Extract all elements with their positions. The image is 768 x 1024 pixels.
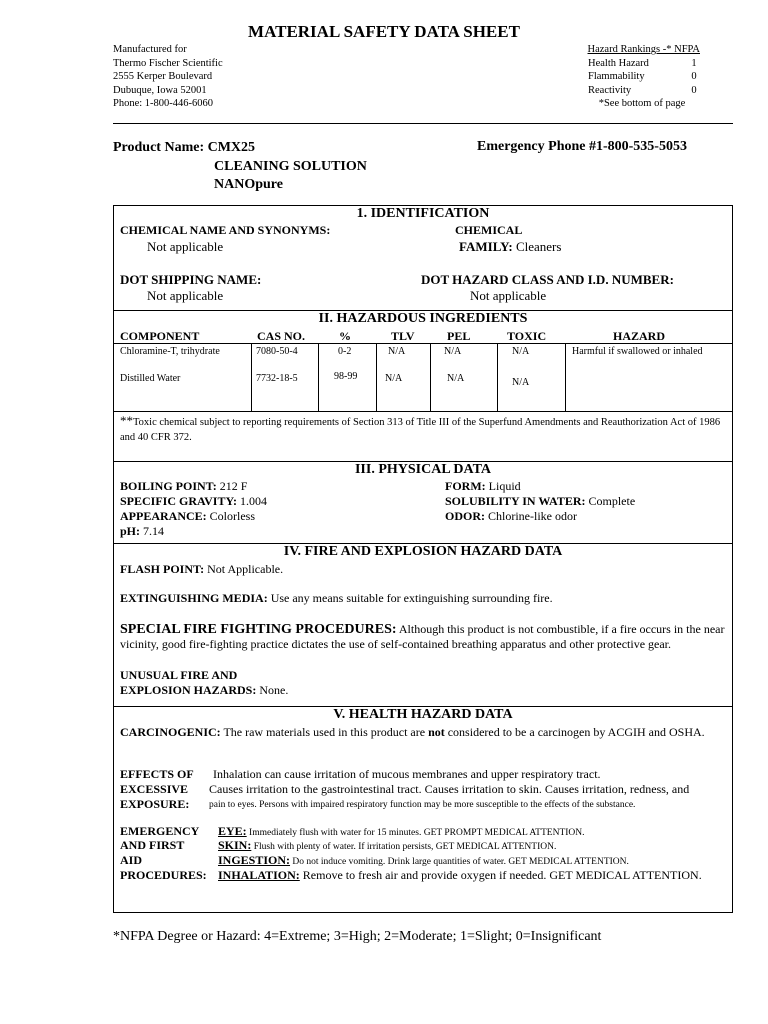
ph-label: pH: bbox=[120, 524, 141, 538]
chemical-family-row bbox=[459, 239, 561, 254]
hazard-ranking-flammability bbox=[568, 70, 708, 84]
hazard-rankings-note: *See bottom of page bbox=[598, 98, 686, 110]
form-value: Liquid bbox=[485, 479, 521, 493]
column-tlv: TLV bbox=[391, 329, 415, 343]
first-aid-ingestion-text: Do not induce vomiting. Drink large quantities of water. GET MEDICAL ATTENTION. bbox=[290, 857, 629, 867]
carcinogenic-not: not bbox=[428, 725, 445, 739]
first-aid-eye-label: EYE: bbox=[218, 824, 247, 838]
ph-value: 7.14 bbox=[140, 524, 165, 538]
column-separator bbox=[565, 343, 566, 411]
effects-label: EXCESSIVE bbox=[120, 782, 189, 796]
manufacturer-address: 2555 Kerper Boulevard bbox=[113, 71, 213, 83]
section-identification-heading: 1. IDENTIFICATION bbox=[356, 206, 490, 221]
chemical-name-label: CHEMICAL NAME AND SYNONYMS: bbox=[120, 223, 331, 237]
first-aid-eye-text: Immediately flush with water for 15 minutes. GET PROMPT MEDICAL ATTENTION. bbox=[246, 828, 585, 838]
unusual-hazards-label2: EXPLOSION HAZARDS: bbox=[120, 683, 257, 697]
toxic-chemical-note bbox=[120, 413, 725, 445]
chemical-family-label: CHEMICAL bbox=[455, 223, 523, 237]
table-cell-pel: N/A bbox=[447, 373, 465, 384]
section-health-heading: V. HEALTH HAZARD DATA bbox=[333, 707, 513, 722]
nfpa-footnote: *NFPA Degree or Hazard: 4=Extreme; 3=High; 2=Moderate; 1=Slight; 0=Insignificant bbox=[113, 929, 602, 944]
manufacturer-phone: Phone: 1-800-446-6060 bbox=[113, 98, 214, 110]
flash-point-label: FLASH POINT: bbox=[120, 562, 205, 576]
extinguishing-media-label: EXTINGUISHING MEDIA: bbox=[120, 591, 268, 605]
unusual-hazards-label: UNUSUAL FIRE AND bbox=[120, 668, 238, 682]
form-row bbox=[445, 479, 521, 494]
carcinogenic-text: The raw materials used in this product are bbox=[220, 725, 429, 739]
product-name-line2: CLEANING SOLUTION bbox=[214, 158, 367, 174]
emergency-label: AID bbox=[120, 853, 143, 867]
appearance-row bbox=[120, 509, 255, 524]
effects-text: pain to eyes. Persons with impaired respiratory function may be more susceptible to the effects of the substance. bbox=[209, 800, 636, 810]
table-cell-percent: 0-2 bbox=[338, 346, 352, 357]
extinguishing-media-value: Use any means suitable for extinguishing surrounding fire. bbox=[267, 591, 553, 605]
table-cell-hazard: Harmful if swallowed or inhaled bbox=[572, 346, 703, 357]
hazard-rankings-heading: Hazard Rankings -* NFPA bbox=[587, 44, 700, 55]
hazard-ranking-reactivity bbox=[568, 84, 708, 98]
solubility-row bbox=[445, 494, 635, 509]
column-separator bbox=[376, 343, 377, 411]
document-title: MATERIAL SAFETY DATA SHEET bbox=[248, 22, 520, 41]
odor-label: ODOR: bbox=[445, 509, 485, 523]
manufacturer-intro: Manufactured for bbox=[113, 44, 187, 55]
form-label: FORM: bbox=[445, 479, 486, 493]
header-divider bbox=[113, 123, 733, 124]
column-separator bbox=[497, 343, 498, 411]
first-aid-inhalation-label: INHALATION: bbox=[218, 868, 300, 882]
product-name-block bbox=[113, 139, 367, 195]
effects-text: Inhalation can cause irritation of mucous membranes and upper respiratory tract. bbox=[213, 767, 601, 781]
manufacturer-block bbox=[113, 43, 223, 111]
column-hazard: HAZARD bbox=[613, 329, 666, 343]
effects-text: Causes irritation to the gastrointestinal tract. Causes irritation to skin. Causes irritation, redness, and bbox=[209, 782, 690, 796]
odor-value: Chlorine-like odor bbox=[485, 509, 577, 523]
manufacturer-name: Thermo Fischer Scientific bbox=[113, 57, 223, 69]
hazard-rankings bbox=[568, 43, 708, 111]
chemical-family-value: Cleaners bbox=[515, 239, 562, 254]
table-cell-toxic: N/A bbox=[512, 377, 530, 388]
table-bottom-divider bbox=[113, 411, 733, 412]
unusual-hazards-row bbox=[120, 683, 288, 698]
hazard-ranking-value: 1 bbox=[691, 57, 697, 69]
special-procedures-value: Although this product is not combustible, if a fire occurs in the near vicinity, good fire-fighting practice dictates the use of self-contained breathing apparatus and other protective gear. bbox=[120, 622, 725, 651]
toxic-note-text: Toxic chemical subject to reporting requirements of Section 313 of Title III of the Superfund Amendments and Reauthorization Act of 1986 and 40 CFR 372. bbox=[120, 417, 721, 443]
solubility-value: Complete bbox=[585, 494, 636, 508]
product-name-label: Product Name: bbox=[113, 140, 205, 155]
toxic-note-mark: ** bbox=[120, 413, 133, 428]
table-cell-component: Chloramine-T, trihydrate bbox=[120, 346, 220, 357]
hazard-ranking-label: Reactivity bbox=[588, 84, 632, 96]
appearance-label: APPEARANCE: bbox=[120, 509, 207, 523]
carcinogenic-label: CARCINOGENIC: bbox=[120, 725, 221, 739]
emergency-label: PROCEDURES: bbox=[120, 868, 207, 882]
boiling-point-row bbox=[120, 479, 247, 494]
section-physical-heading: III. PHYSICAL DATA bbox=[354, 462, 491, 477]
special-procedures-row bbox=[120, 622, 725, 652]
emergency-label: AND FIRST bbox=[120, 838, 185, 852]
table-cell-component: Distilled Water bbox=[120, 373, 181, 384]
dot-shipping-name-label: DOT SHIPPING NAME: bbox=[120, 272, 262, 287]
chemical-family-label2: FAMILY: bbox=[459, 239, 513, 254]
table-cell-tlv: N/A bbox=[385, 373, 403, 384]
boiling-point-label: BOILING POINT: bbox=[120, 479, 217, 493]
table-cell-pel: N/A bbox=[444, 346, 462, 357]
hazard-ranking-label: Flammability bbox=[588, 71, 645, 83]
carcinogenic-row bbox=[120, 725, 720, 740]
odor-row bbox=[445, 509, 577, 524]
flash-point-row bbox=[120, 562, 283, 577]
column-separator bbox=[251, 343, 252, 411]
product-name-line3: NANOpure bbox=[214, 177, 283, 192]
table-cell-percent: 98-99 bbox=[334, 371, 358, 382]
column-percent: % bbox=[339, 329, 351, 343]
column-separator bbox=[430, 343, 431, 411]
extinguishing-media-row bbox=[120, 591, 553, 606]
solubility-label: SOLUBILITY IN WATER: bbox=[445, 494, 586, 508]
unusual-hazards-value: None. bbox=[256, 683, 289, 697]
ph-row bbox=[120, 524, 164, 539]
appearance-value: Colorless bbox=[206, 509, 256, 523]
dot-shipping-name-value: Not applicable bbox=[147, 288, 224, 303]
chemical-name-value: Not applicable bbox=[147, 239, 224, 254]
first-aid-skin-text: Flush with plenty of water. If irritation persists, GET MEDICAL ATTENTION. bbox=[251, 842, 557, 852]
hazard-ranking-health bbox=[568, 57, 708, 71]
first-aid-ingestion-label: INGESTION: bbox=[218, 853, 291, 867]
emergency-label: EMERGENCY bbox=[120, 824, 200, 838]
section-ingredients-heading: II. HAZARDOUS INGREDIENTS bbox=[318, 311, 528, 326]
first-aid-skin-label: SKIN: bbox=[218, 838, 252, 852]
dot-hazard-class-value: Not applicable bbox=[470, 288, 547, 303]
emergency-phone: Emergency Phone #1-800-535-5053 bbox=[477, 139, 687, 154]
table-cell-toxic: N/A bbox=[512, 346, 530, 357]
specific-gravity-value: 1.004 bbox=[237, 494, 268, 508]
hazard-ranking-label: Health Hazard bbox=[588, 57, 649, 69]
first-aid-inhalation-text: Remove to fresh air and provide oxygen if needed. GET MEDICAL ATTENTION. bbox=[299, 868, 702, 882]
flash-point-value: Not Applicable. bbox=[204, 562, 284, 576]
effects-label: EFFECTS OF bbox=[120, 767, 194, 781]
table-cell-tlv: N/A bbox=[388, 346, 406, 357]
dot-hazard-class-label: DOT HAZARD CLASS AND I.D. NUMBER: bbox=[421, 272, 674, 287]
column-separator bbox=[318, 343, 319, 411]
hazard-ranking-value: 0 bbox=[691, 84, 697, 96]
effects-label: EXPOSURE: bbox=[120, 797, 190, 811]
column-component: COMPONENT bbox=[120, 329, 200, 343]
column-pel: PEL bbox=[447, 329, 471, 343]
table-cell-cas: 7732-18-5 bbox=[256, 373, 298, 384]
table-header-divider bbox=[113, 343, 733, 344]
boiling-point-value: 212 F bbox=[216, 479, 248, 493]
specific-gravity-row bbox=[120, 494, 267, 509]
special-procedures-label: SPECIAL FIRE FIGHTING PROCEDURES: bbox=[120, 622, 397, 637]
carcinogenic-text2: considered to be a carcinogen by ACGIH and OSHA. bbox=[444, 725, 705, 739]
manufacturer-city: Dubuque, Iowa 52001 bbox=[113, 84, 207, 96]
specific-gravity-label: SPECIFIC GRAVITY: bbox=[120, 494, 238, 508]
column-cas: CAS NO. bbox=[257, 329, 306, 343]
column-toxic: TOXIC bbox=[507, 329, 547, 343]
table-cell-cas: 7080-50-4 bbox=[256, 346, 298, 357]
section-fire-heading: IV. FIRE AND EXPLOSION HAZARD DATA bbox=[283, 544, 563, 559]
hazard-ranking-value: 0 bbox=[691, 71, 697, 83]
product-name-value: CMX25 bbox=[207, 140, 256, 155]
first-aid-inhalation bbox=[218, 868, 702, 883]
